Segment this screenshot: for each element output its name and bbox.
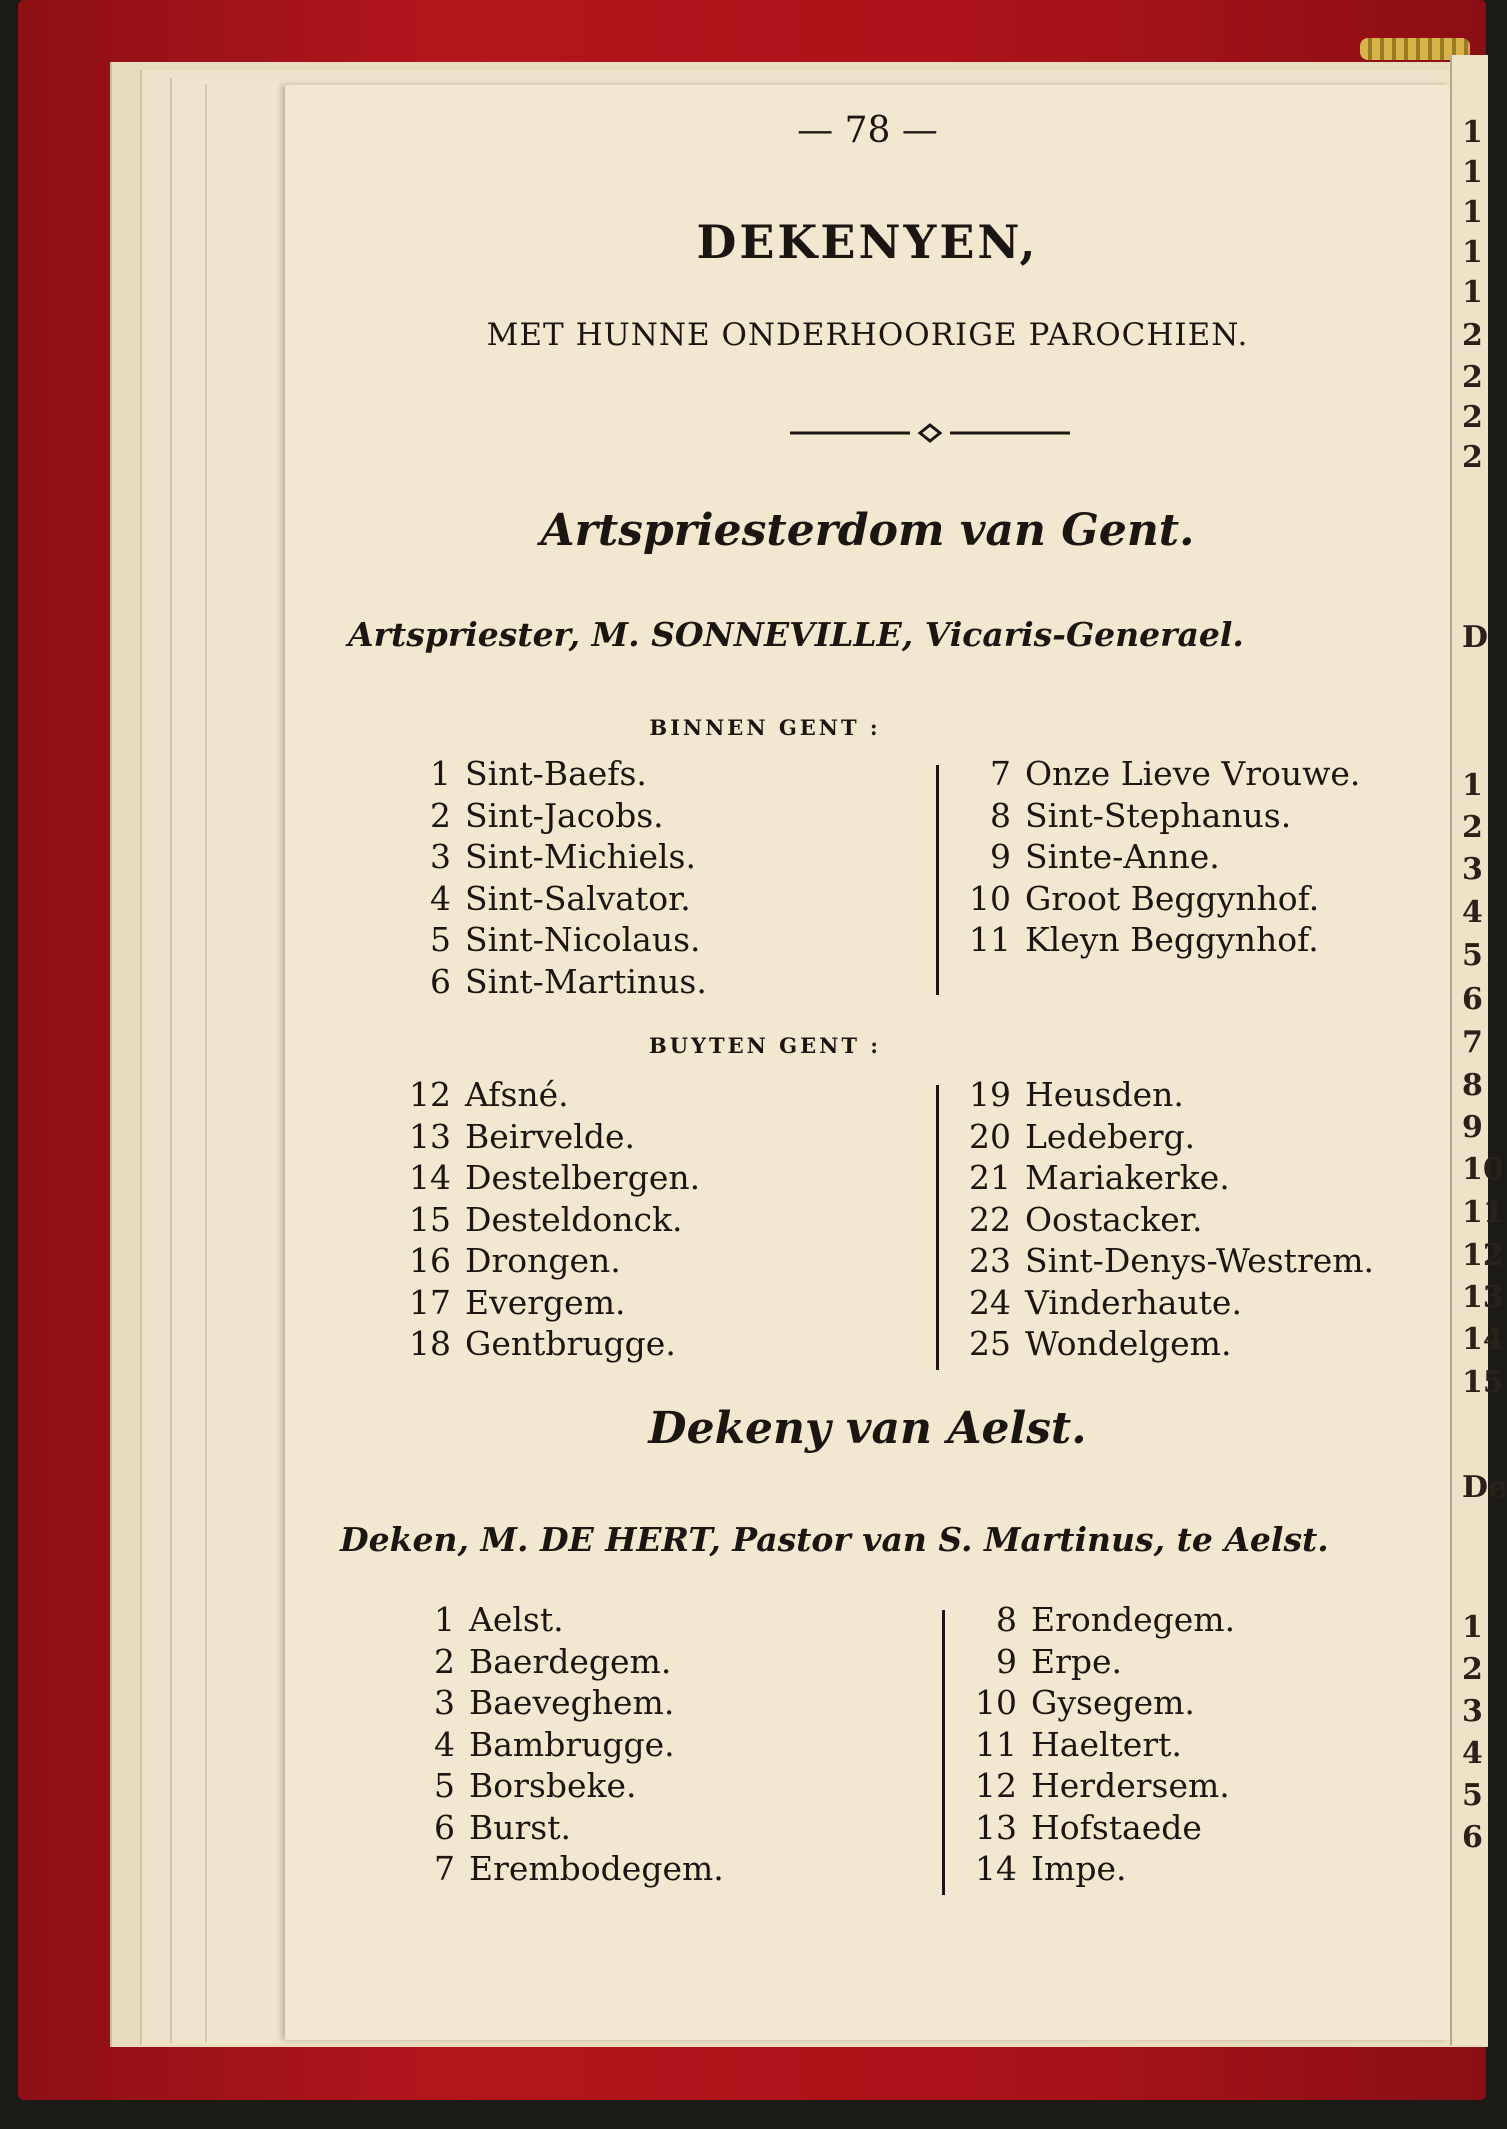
facing-page-glyph: 9 [1462, 1110, 1483, 1145]
facing-page-glyph: 1 [1462, 1610, 1483, 1645]
list-item: 7 Erembodegem. [434, 1849, 724, 1888]
list-item: 1 Aelst. [434, 1600, 564, 1639]
list-item: 19 Heusden. [969, 1075, 1184, 1114]
facing-page-glyph: 2 [1462, 400, 1483, 435]
list-item: 3 Sint-Michiels. [430, 837, 696, 876]
section-heading: Dekeny van Aelst. [648, 1403, 1087, 1454]
list-item: 18 Gentbrugge. [409, 1324, 676, 1363]
list-item: 4 Sint-Salvator. [430, 878, 691, 918]
group-label: BINNEN GENT : [649, 715, 881, 740]
list-item: 3 Baeveghem. [434, 1683, 675, 1722]
list-item: 6 Burst. [434, 1807, 571, 1847]
facing-page-glyph: 1 [1462, 768, 1483, 803]
list-item: 14 Impe. [975, 1849, 1127, 1888]
facing-page-glyph: 1 [1462, 115, 1483, 150]
column-divider [936, 1085, 939, 1370]
list-item: 5 Borsbeke. [434, 1766, 637, 1805]
list-item: 24 Vinderhaute. [969, 1282, 1242, 1322]
section-byline: Artspriester, M. SONNEVILLE, Vicaris-Generael. [348, 615, 1244, 654]
facing-page-edge [1450, 55, 1507, 2045]
list-item: 10 Gysegem. [975, 1683, 1195, 1722]
facing-page-glyph: 12 [1462, 1238, 1504, 1273]
list-item: 25 Wondelgem. [969, 1324, 1232, 1363]
facing-page-glyph: 1 [1462, 155, 1483, 190]
page-number: — 78 — [797, 110, 938, 151]
facing-page-glyph: 4 [1462, 895, 1483, 930]
facing-page-glyph: 3 [1462, 1694, 1483, 1729]
section-heading: Artspriesterdom van Gent. [540, 505, 1195, 556]
list-item: 12 Herdersem. [975, 1766, 1230, 1805]
list-item: 4 Bambrugge. [434, 1724, 675, 1764]
facing-page-glyph: 14 [1462, 1322, 1504, 1357]
facing-page-glyph: D [1462, 620, 1489, 655]
list-item: 5 Sint-Nicolaus. [430, 920, 701, 959]
list-item: 17 Evergem. [409, 1282, 626, 1322]
parish-list-left [409, 1599, 724, 1890]
list-item: 14 Destelbergen. [409, 1158, 701, 1197]
section-byline: Deken, M. DE HERT, Pastor van S. Martinus, te Aelst. [340, 1520, 1329, 1559]
facing-page-glyph: 5 [1462, 938, 1483, 973]
parish-list-right [971, 1599, 1235, 1890]
facing-page-glyph: 1 [1462, 275, 1483, 310]
facing-page-glyph: De [1462, 1470, 1507, 1505]
page-subtitle: MET HUNNE ONDERHOORIGE PAROCHIEN. [486, 317, 1249, 353]
list-item: 15 Desteldonck. [409, 1199, 683, 1239]
list-item: 9 Sinte-Anne. [990, 837, 1220, 876]
facing-page-glyph: 4 [1462, 1736, 1483, 1771]
list-item: 22 Oostacker. [969, 1199, 1203, 1239]
parish-list-right [965, 753, 1360, 961]
facing-page-glyph: 11 [1462, 1195, 1504, 1230]
facing-page-glyph: 6 [1462, 982, 1483, 1017]
parish-list-left [405, 753, 707, 1002]
list-item: 12 Afsné. [409, 1075, 569, 1114]
facing-page-glyph: 8 [1462, 1068, 1483, 1103]
facing-page-glyph: 2 [1462, 810, 1483, 845]
facing-page-glyph: 2 [1462, 1652, 1483, 1687]
facing-page-glyph: 2 [1462, 318, 1483, 353]
list-item: 11 Haeltert. [975, 1724, 1182, 1764]
list-item: 13 Beirvelde. [409, 1116, 635, 1156]
book-page [285, 85, 1450, 2040]
list-item: 23 Sint-Denys-Westrem. [969, 1241, 1375, 1280]
parish-list-right [965, 1074, 1374, 1365]
group-label: BUYTEN GENT : [648, 1033, 882, 1058]
list-item: 6 Sint-Martinus. [430, 961, 707, 1001]
list-item: 1 Sint-Baefs. [430, 754, 647, 793]
facing-page-glyph: 5 [1462, 1778, 1483, 1813]
list-item: 11 Kleyn Beggynhof. [969, 920, 1319, 959]
parish-list-left [405, 1074, 700, 1365]
list-item: 2 Baerdegem. [434, 1641, 672, 1681]
list-item: 10 Groot Beggynhof. [969, 878, 1320, 918]
list-item: 8 Sint-Stephanus. [990, 795, 1292, 835]
facing-page-glyph: 15 [1462, 1365, 1504, 1400]
list-item: 20 Ledeberg. [969, 1116, 1196, 1156]
list-item: 9 Erpe. [996, 1641, 1123, 1681]
column-divider [942, 1610, 945, 1895]
facing-page-glyph: 1 [1462, 195, 1483, 230]
facing-page-glyph: 3 [1462, 852, 1483, 887]
list-item: 21 Mariakerke. [969, 1158, 1230, 1197]
facing-page-glyph: 2 [1462, 360, 1483, 395]
facing-page-glyph: 10 [1462, 1152, 1504, 1187]
facing-page-glyph: 2 [1462, 440, 1483, 475]
ornament-divider [790, 423, 1070, 443]
column-divider [936, 765, 939, 995]
list-item: 2 Sint-Jacobs. [430, 795, 664, 835]
page-title: DEKENYEN, [696, 215, 1039, 269]
facing-page-glyph: 1 [1462, 235, 1483, 270]
list-item: 16 Drongen. [409, 1241, 621, 1280]
list-item: 13 Hofstaede [975, 1807, 1202, 1847]
facing-page-glyph: 13 [1462, 1280, 1504, 1315]
list-item: 8 Erondegem. [996, 1600, 1236, 1639]
list-item: 7 Onze Lieve Vrouwe. [990, 754, 1361, 793]
facing-page-glyph: 7 [1462, 1025, 1483, 1060]
facing-page-glyph: 6 [1462, 1820, 1483, 1855]
